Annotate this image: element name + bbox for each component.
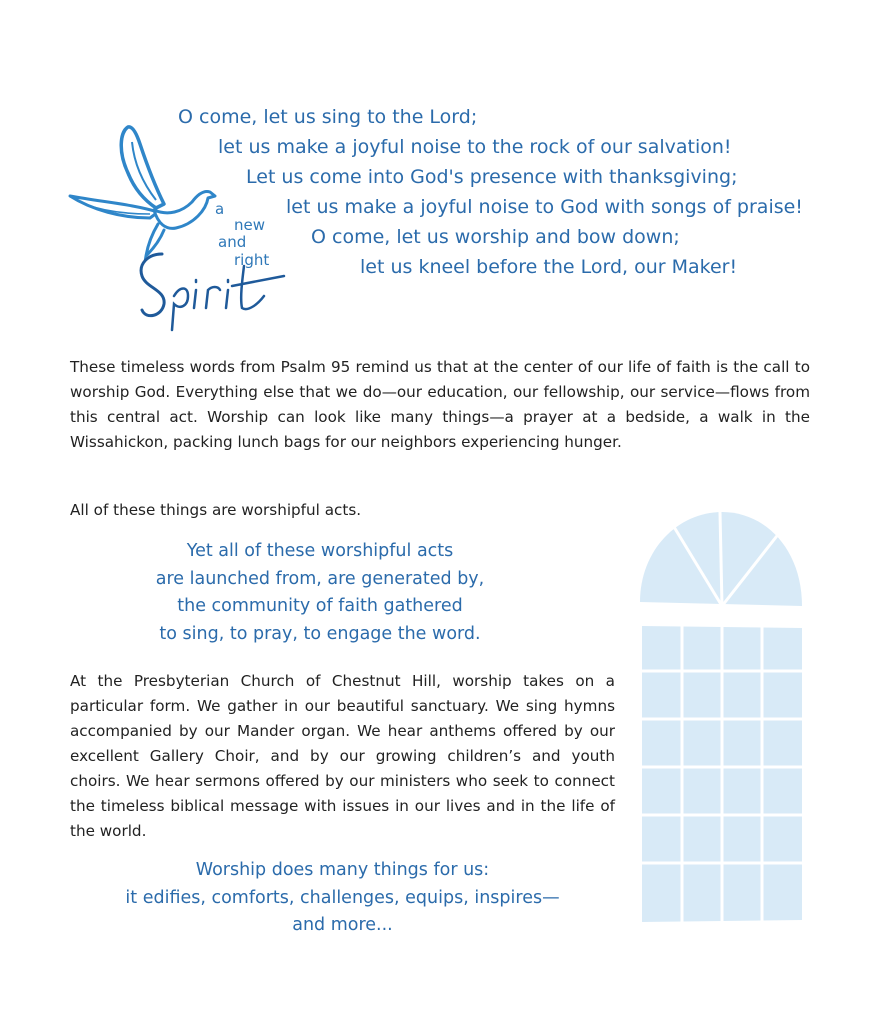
callout-worship-line: and more... — [292, 915, 393, 935]
psalm-line-6: let us kneel before the Lord, our Maker! — [360, 256, 738, 278]
psalm-line-2: let us make a joyful noise to the rock of our salvation! — [218, 136, 732, 158]
psalm-line-5: O come, let us worship and bow down; — [311, 226, 680, 248]
psalm-line-3: Let us come into God's presence with thanksgiving; — [246, 166, 738, 188]
church-window-illustration — [638, 510, 804, 924]
callout-community-line: Yet all of these worshipful acts — [186, 541, 454, 561]
psalm-line-1: O come, let us sing to the Lord; — [178, 106, 478, 128]
intro-paragraph: These timeless words from Psalm 95 remind us that at the center of our life of faith is the call to worship God. Everything else that we do—our education, our fellowship, our service—flows from this central act. Worship can look like many things—a prayer at a bedside, a walk in the Wissahickon, packing lunch bags for our neighbors experiencing hunger. — [70, 358, 810, 451]
chestnut-hill-paragraph: At the Presbyterian Church of Chestnut Hill, worship takes on a particular form. We gather in our beautiful sanctuary. We sing hymns accompanied by our Mander organ. We hear anthems offered by our excellent Gallery Choir, and by our growing children’s and youth choirs. We hear sermons offered by our ministers who seek to connect the timeless biblical message with issues in our lives and in the life of the world. — [70, 672, 615, 840]
worshipful-acts-paragraph: All of these things are worshipful acts. — [70, 501, 362, 519]
logo-word-and: and — [218, 233, 247, 251]
callout-community — [120, 538, 520, 648]
logo-word-a: a — [215, 200, 225, 218]
callout-worship — [90, 857, 595, 940]
psalm-line-4: let us make a joyful noise to God with songs of praise! — [286, 196, 803, 218]
callout-worship-line: Worship does many things for us: — [195, 860, 490, 880]
callout-worship-line: it edifies, comforts, challenges, equips, inspires— — [125, 887, 560, 908]
logo-word-new: new — [234, 216, 266, 234]
callout-community-line: to sing, to pray, to engage the word. — [159, 623, 481, 644]
logo-word-right: right — [234, 251, 270, 269]
callout-community-line: the community of faith gathered — [177, 596, 463, 616]
callout-community-line: are launched from, are generated by, — [155, 568, 485, 589]
